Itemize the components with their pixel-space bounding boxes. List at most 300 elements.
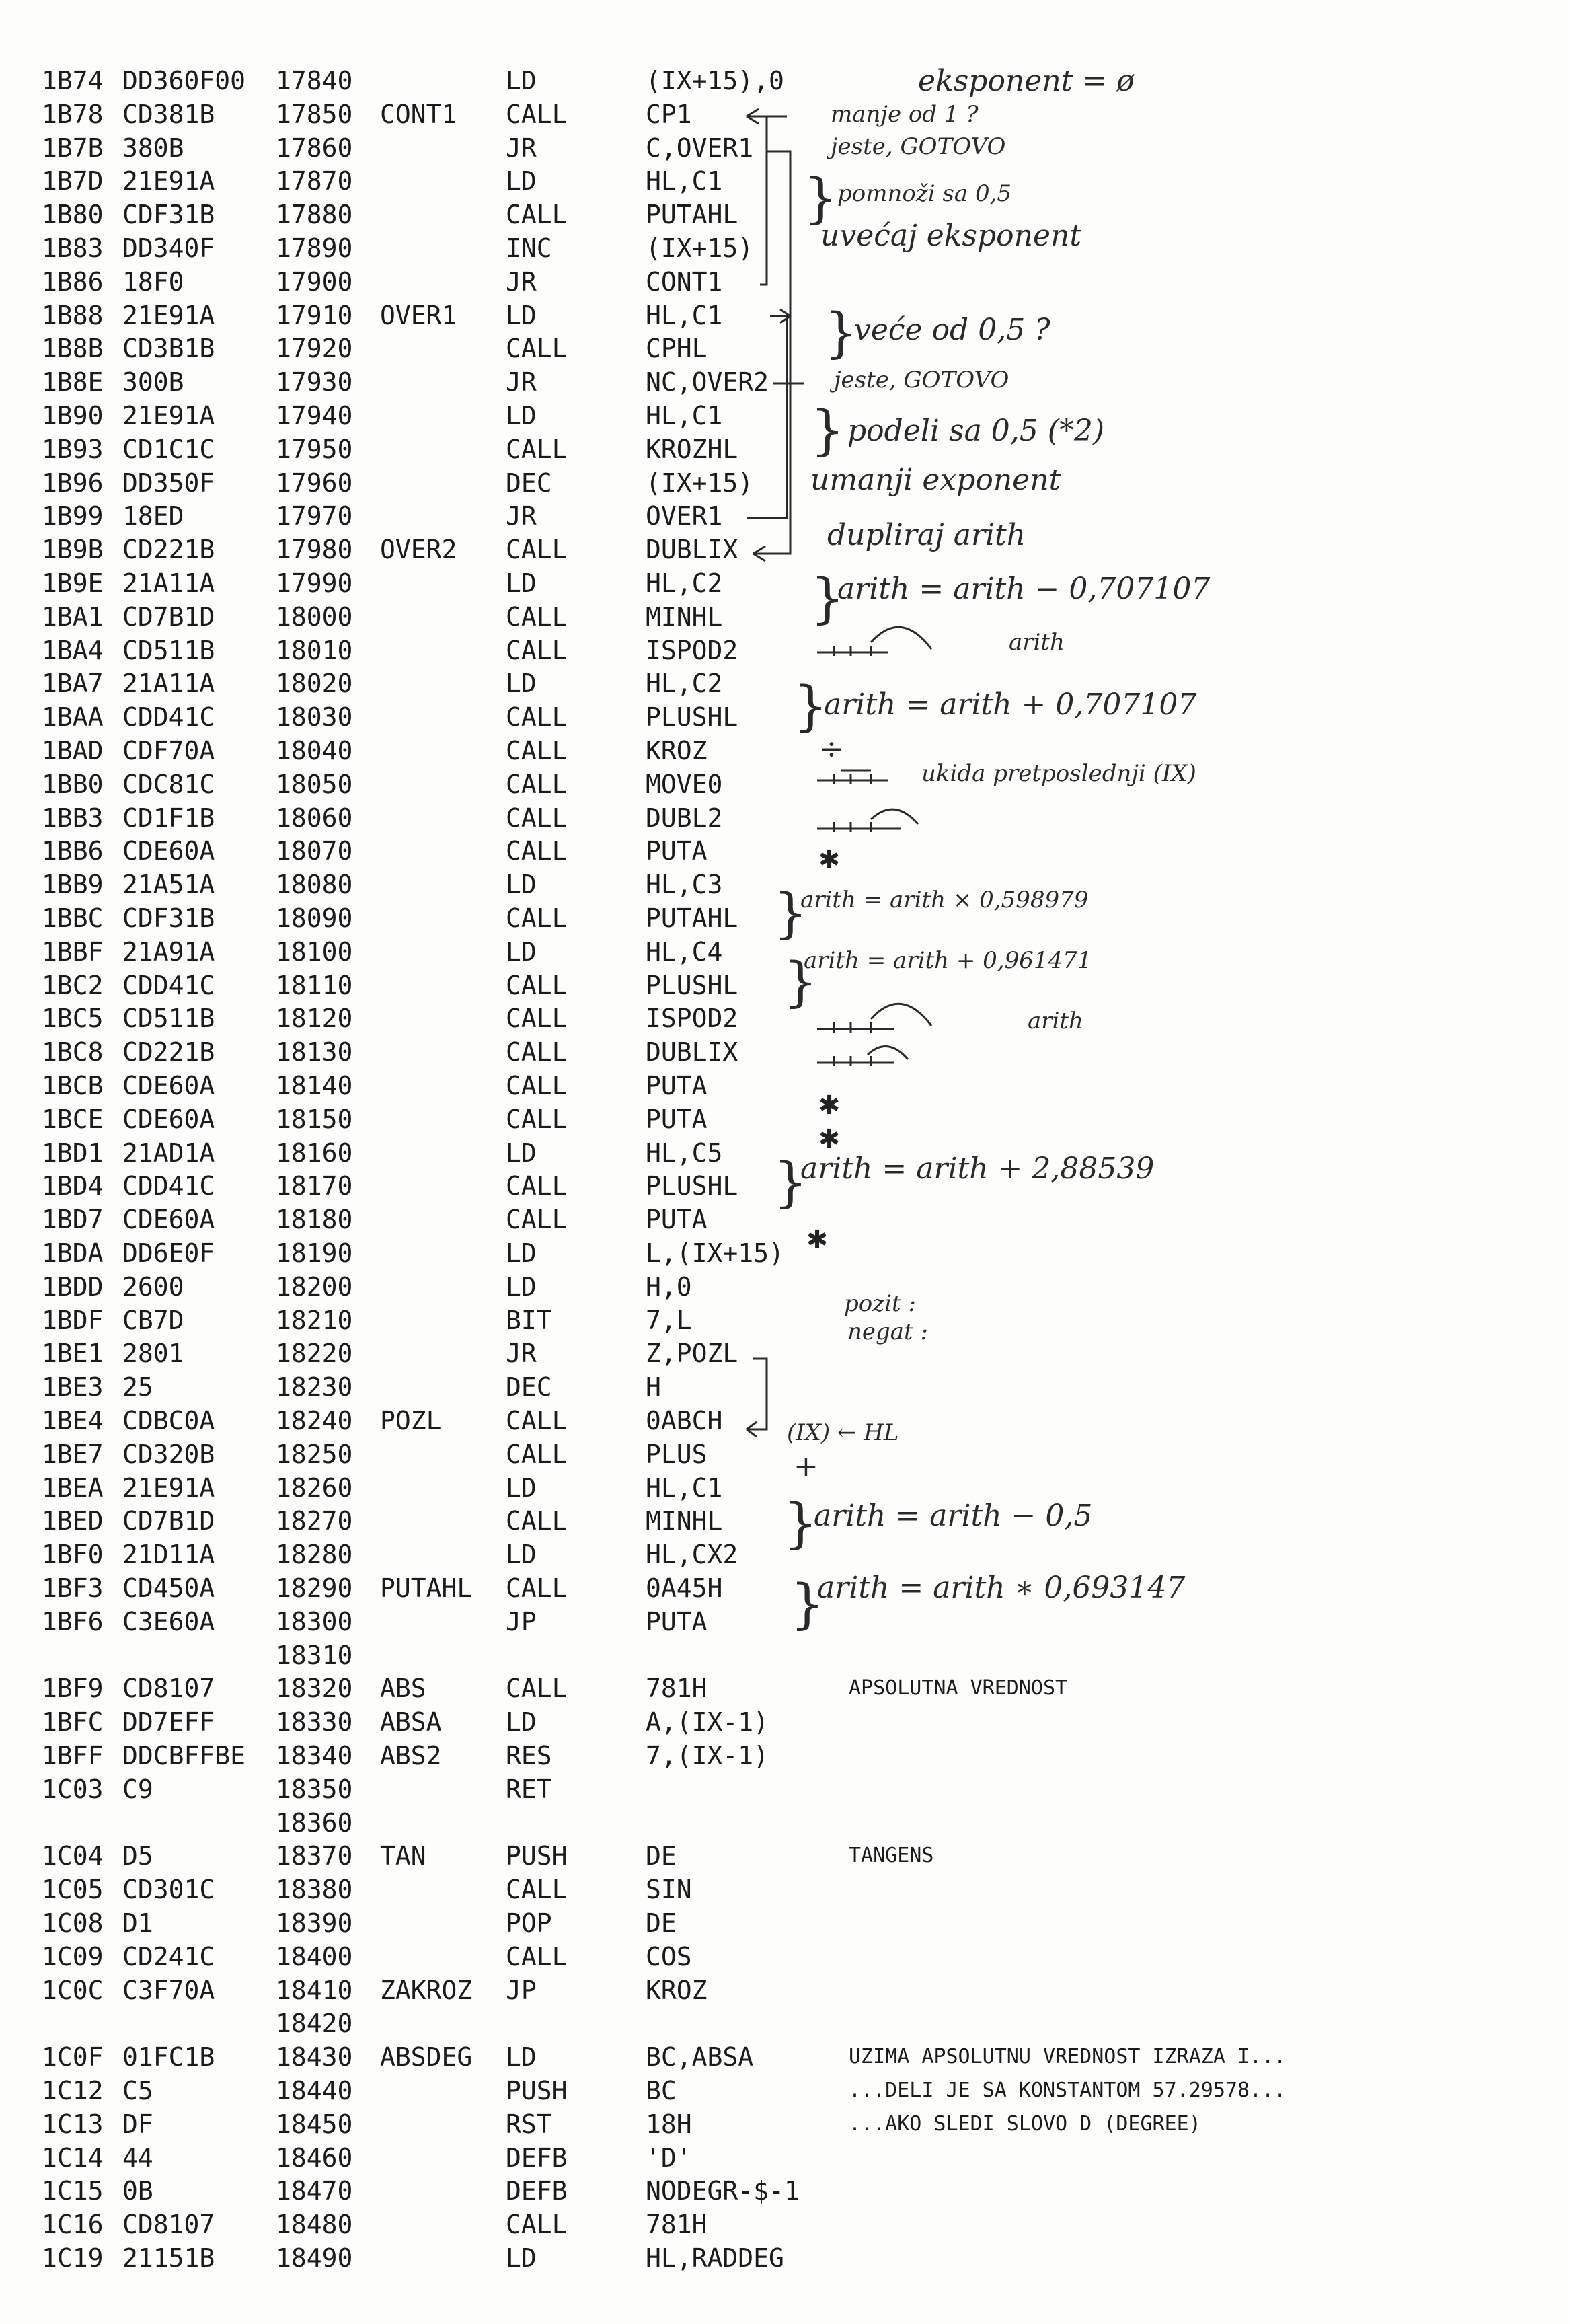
listing-hex: CDE60A [122,836,215,866]
listing-op: CALL [506,1406,568,1435]
listing-op: LD [506,669,537,699]
brace-10: } [790,1573,825,1635]
listing-addr: 1BB3 [42,802,104,833]
listing-row [0,98,1569,131]
listing-line: 18070 [276,836,353,866]
listing-line: 18250 [276,1439,353,1469]
listing-hex: 21A91A [122,936,215,967]
listing-arg: 7,L [646,1305,692,1335]
listing-op: CALL [506,1674,568,1704]
listing-line: 18230 [276,1372,353,1402]
brace-2: } [824,301,858,364]
listing-line: 18200 [276,1271,353,1302]
listing-addr: 1B99 [42,501,104,531]
listing-hex: CD3B1B [122,334,215,364]
listing-cmt: APSOLUTNA VREDNOST [849,1676,1068,1700]
note-plus-c5: arith = arith + 2,88539 [800,1152,1155,1186]
listing-addr: 1B80 [42,200,104,230]
listing-line: 17840 [276,66,353,96]
listing-addr: 1B9B [42,535,104,565]
listing-addr: 1BE3 [42,1372,104,1402]
listing-label: ZAKROZ [380,1975,473,2005]
listing-row [0,1772,1569,1806]
listing-arg: HL,C1 [646,166,723,196]
listing-arg: CONT1 [646,266,723,297]
listing-arg: HL,CX2 [646,1540,738,1570]
listing-addr: 1B88 [42,300,104,330]
listing-op: RES [506,1741,552,1770]
brace-9: } [783,1492,818,1554]
listing-arg: 7,(IX-1) [646,1741,769,1770]
listing-op: CALL [506,702,568,733]
listing-op: DEFB [506,2142,568,2173]
listing-op: LD [506,1540,537,1570]
listing-row [0,1940,1569,1974]
listing-op: CALL [506,1205,568,1235]
note-yes-done-1: jeste, GOTOVO [831,133,1006,160]
listing-row [0,1370,1569,1404]
brace-6: } [773,882,808,944]
listing-hex: C9 [122,1774,153,1804]
listing-addr: 1C0C [42,1975,104,2005]
star-3: ✱ [819,1117,840,1156]
listing-hex: CDE60A [122,1104,215,1134]
listing-op: CALL [506,1941,568,1972]
listing-arg: H,0 [646,1271,692,1302]
listing-op: CALL [506,1037,568,1067]
listing-hex: CD450A [122,1573,215,1603]
listing-addr: 1BA1 [42,601,104,632]
listing-label: OVER1 [380,300,457,330]
listing-line: 17870 [276,166,353,196]
listing-hex: CD8107 [122,2210,215,2240]
listing-op: LD [506,1137,537,1168]
listing-addr: 1BBC [42,903,104,933]
listing-line: 18130 [276,1037,353,1067]
listing-label: CONT1 [380,99,457,129]
brace-1: } [804,167,838,229]
listing-addr: 1BAA [42,702,104,733]
listing-arg: ISPOD2 [646,1004,738,1034]
listing-hex: CD320B [122,1439,215,1469]
listing-op: DEC [506,467,552,498]
listing-op: CALL [506,903,568,933]
listing-line: 18320 [276,1674,353,1704]
listing-addr: 1C16 [42,2210,104,2240]
listing-addr: 1B78 [42,99,104,129]
listing-row [0,265,1569,299]
listing-arg: PUTA [646,1606,707,1637]
listing-addr: 1B83 [42,233,104,263]
listing-addr: 1B90 [42,401,104,430]
listing-addr: 1B9E [42,568,104,598]
listing-arg: SIN [646,1875,692,1905]
listing-addr: 1B86 [42,266,104,297]
listing-row [0,2074,1569,2107]
listing-hex: 21E91A [122,300,215,330]
listing-op: LD [506,2042,537,2072]
listing-line: 18340 [276,1741,353,1770]
listing-op: CALL [506,802,568,833]
listing-op: LD [506,568,537,598]
listing-row [0,566,1569,600]
listing-hex: C5 [122,2076,153,2105]
listing-hex: CD1F1B [122,802,215,833]
listing-addr: 1BCE [42,1104,104,1134]
note-times-cx2: arith = arith ∗ 0,693147 [817,1571,1186,1605]
listing-hex: CD241C [122,1941,215,1972]
listing-line: 18160 [276,1137,353,1168]
listing-line: 17910 [276,300,353,330]
listing-op: CALL [506,769,568,799]
listing-line: 17990 [276,568,353,598]
listing-addr: 1C19 [42,2243,104,2273]
listing-row [0,499,1569,533]
listing-row [0,1873,1569,1906]
listing-hex: CDF31B [122,903,215,933]
listing-row [0,164,1569,198]
listing-line: 18220 [276,1339,353,1369]
listing-arg: MOVE0 [646,769,723,799]
listing-hex: CDD41C [122,970,215,1000]
listing-line: 18100 [276,936,353,967]
note-arith-2: arith [1028,1008,1083,1035]
listing-op: LD [506,1707,537,1737]
listing-line: 17860 [276,133,353,163]
listing-op: CALL [506,1875,568,1905]
brace-8: } [773,1151,808,1213]
listing-arg: PUTA [646,836,707,866]
note-increment-exponent: uvećaj eksponent [820,219,1082,253]
listing-arg: HL,C2 [646,669,723,699]
listing-arg: (IX+15),0 [646,66,784,96]
listing-addr: 1B7D [42,166,104,196]
listing-addr: 1BFF [42,1741,104,1770]
listing-addr: 1BA4 [42,635,104,665]
listing-addr: 1BB9 [42,870,104,900]
listing-addr: 1BDF [42,1305,104,1335]
listing-row [0,1672,1569,1705]
listing-arg: CP1 [646,99,692,129]
listing-hex: DD340F [122,233,215,263]
listing-arg: Z,POZL [646,1339,738,1369]
listing-row [0,2241,1569,2275]
listing-line: 17930 [276,367,353,398]
listing-label: POZL [380,1406,442,1435]
listing-line: 18020 [276,669,353,699]
listing-op: CALL [506,601,568,632]
listing-line: 18170 [276,1171,353,1201]
listing-arg: 781H [646,1674,707,1704]
listing-op: JR [506,266,537,297]
listing-row [0,131,1569,165]
listing-row [0,466,1569,500]
listing-addr: 1BE4 [42,1406,104,1435]
listing-addr: 1C05 [42,1875,104,1905]
note-decrement-exponent: umanji exponent [810,463,1061,497]
listing-arg: DE [646,1908,677,1938]
listing-arg: HL,C2 [646,568,723,598]
listing-label: OVER2 [380,535,457,565]
listing-addr: 1B96 [42,467,104,498]
listing-arg: HL,C1 [646,1472,723,1503]
listing-op: DEFB [506,2176,568,2206]
listing-cmt: ...AKO SLEDI SLOVO D (DEGREE) [849,2111,1201,2136]
listing-row [0,1806,1569,1840]
listing-hex: 25 [122,1372,153,1402]
listing-arg: 'D' [646,2142,692,2173]
listing-line: 18280 [276,1540,353,1570]
listing-line: 18490 [276,2243,353,2273]
listing-label: PUTAHL [380,1573,473,1603]
listing-arg: MINHL [646,1506,723,1536]
listing-arg: PUTAHL [646,903,738,933]
listing-hex: DD350F [122,467,215,498]
listing-arg: PLUSHL [646,1171,738,1201]
listing-cmt: ...DELI JE SA KONSTANTOM 57.29578... [849,2078,1287,2102]
listing-line: 18110 [276,970,353,1000]
listing-op: CALL [506,334,568,364]
listing-hex: CDD41C [122,1171,215,1201]
listing-addr: 1BC8 [42,1037,104,1067]
listing-row [0,2107,1569,2141]
note-less-than-one: manje od 1 ? [831,101,979,128]
listing-line: 18390 [276,1908,353,1938]
listing-arg: L,(IX+15) [646,1238,784,1268]
listing-row [0,1839,1569,1873]
brace-5: } [794,675,828,737]
listing-addr: 1B7B [42,133,104,163]
listing-addr: 1BF3 [42,1573,104,1603]
listing-line: 18370 [276,1841,353,1871]
listing-addr: 1BE1 [42,1339,104,1369]
listing-line: 18030 [276,702,353,733]
note-yes-done-2: jeste, GOTOVO [834,367,1009,393]
listing-hex: 21151B [122,2243,215,2273]
star-1: ✱ [819,837,840,876]
listing-arg: 18H [646,2109,692,2139]
listing-arg: (IX+15) [646,467,754,498]
listing-row [0,1304,1569,1337]
listing-label: ABS2 [380,1741,442,1770]
listing-arg: DUBLIX [646,1037,738,1067]
listing-hex: 18ED [122,501,184,531]
listing-addr: 1C0F [42,2042,104,2072]
note-positive: pozit : [844,1290,916,1317]
listing-arg: HL,RADDEG [646,2243,784,2273]
listing-hex: CDD41C [122,702,215,733]
listing-line: 17960 [276,467,353,498]
listing-line: 18190 [276,1238,353,1268]
listing-addr: 1B8B [42,334,104,364]
listing-line: 18120 [276,1004,353,1034]
listing-arg: HL,C1 [646,401,723,430]
listing-row [0,1102,1569,1136]
listing-row [0,1705,1569,1739]
listing-line: 18000 [276,601,353,632]
listing-row [0,2040,1569,2074]
listing-hex: CD8107 [122,1674,215,1704]
listing-addr: 1BDA [42,1238,104,1268]
listing-hex: CD381B [122,99,215,129]
brace-4: } [810,567,845,630]
listing-row [0,734,1569,767]
listing-hex: 18F0 [122,266,184,297]
listing-op: BIT [506,1305,552,1335]
listing-op: JP [506,1975,537,2005]
listing-op: JR [506,367,537,398]
note-duplicate-arith: dupliraj arith [827,518,1026,552]
listing-arg: HL,C4 [646,936,723,967]
listing-op: CALL [506,635,568,665]
listing-op: CALL [506,836,568,866]
listing-hex: CD1C1C [122,434,215,464]
listing-arg: HL,C1 [646,300,723,330]
listing-label: TAN [380,1841,426,1871]
listing-hex: D5 [122,1841,153,1871]
listing-row [0,399,1569,433]
listing-arg: A,(IX-1) [646,1707,769,1737]
star-4: ✱ [807,1217,828,1257]
listing-line: 18150 [276,1104,353,1134]
listing-op: INC [506,233,552,263]
listing-hex: 0B [122,2176,153,2206]
listing-addr: 1BD4 [42,1171,104,1201]
listing-row [0,231,1569,265]
listing-arg: C,OVER1 [646,133,754,163]
listing-arg: BC [646,2076,677,2105]
listing-arg: NC,OVER2 [646,367,769,398]
listing-row [0,2208,1569,2241]
listing-row [0,1605,1569,1639]
note-exponent-zero: eksponent = ø [918,64,1135,98]
brace-7: } [783,950,818,1013]
listing-addr: 1BBF [42,936,104,967]
listing-addr: 1BF9 [42,1674,104,1704]
listing-op: JR [506,501,537,531]
listing-op: RST [506,2109,552,2139]
listing-arg: PUTA [646,1104,707,1134]
listing-line: 17890 [276,233,353,263]
listing-op: CALL [506,970,568,1000]
listing-line: 17950 [276,434,353,464]
listing-addr: 1BA7 [42,669,104,699]
listing-op: LD [506,1271,537,1302]
note-remove-penultimate: ukida pretposlednji (IX) [921,760,1196,787]
listing-hex: 21AD1A [122,1137,215,1168]
listing-label: ABS [380,1674,426,1704]
listing-op: CALL [506,200,568,230]
listing-row [0,198,1569,231]
listing-hex: 380B [122,133,184,163]
listing-line: 18060 [276,802,353,833]
listing-op: CALL [506,1573,568,1603]
note-ix-hl: (IX) ← HL [787,1419,899,1446]
listing-hex: DD6E0F [122,1238,215,1268]
listing-row [0,1906,1569,1940]
listing-line: 17920 [276,334,353,364]
listing-addr: 1C04 [42,1841,104,1871]
listing-addr: 1B74 [42,66,104,96]
listing-arg: 0A45H [646,1573,723,1603]
note-multiply-half: pomnoži sa 0,5 [837,180,1012,207]
listing-line: 18290 [276,1573,353,1603]
listing-op: CALL [506,1104,568,1134]
listing-line: 18090 [276,903,353,933]
listing-arg: PUTA [646,1071,707,1100]
listing-line: 18470 [276,2176,353,2206]
listing-row [0,1639,1569,1672]
note-plus: + [794,1450,818,1484]
listing-hex: CD221B [122,535,215,565]
listing-line: 18350 [276,1774,353,1804]
listing-addr: 1BF0 [42,1540,104,1570]
listing-op: LD [506,1472,537,1503]
note-plus-c2: arith = arith + 0,707107 [824,687,1197,722]
listing-line: 18050 [276,769,353,799]
listing-op: CALL [506,1506,568,1536]
listing-op: POP [506,1908,552,1938]
listing-hex: CDE60A [122,1205,215,1235]
listing-op: CALL [506,1071,568,1100]
listing-addr: 1B8E [42,367,104,398]
listing-row [0,600,1569,634]
listing-line: 18450 [276,2109,353,2139]
listing-addr: 1C03 [42,1774,104,1804]
listing-op: LD [506,300,537,330]
listing-arg: H [646,1372,661,1402]
listing-line: 18140 [276,1071,353,1100]
listing-op: LD [506,936,537,967]
listing-op: JR [506,1339,537,1369]
listing-arg: OVER1 [646,501,723,531]
listing-row [0,1236,1569,1270]
listing-row [0,1337,1569,1370]
star-2: ✱ [819,1083,840,1122]
listing-line: 17940 [276,401,353,430]
listing-row [0,1437,1569,1471]
listing-op: LD [506,66,537,96]
listing-row [0,634,1569,667]
listing-line: 18180 [276,1205,353,1235]
listing-hex: C3F70A [122,1975,215,2005]
listing-row [0,834,1569,868]
listing-row [0,1571,1569,1605]
note-greater-than-half: veće od 0,5 ? [854,313,1050,347]
brace-3: } [810,399,845,461]
listing-row [0,767,1569,801]
listing-line: 17850 [276,99,353,129]
listing-hex: CD511B [122,1004,215,1034]
note-times-c3: arith = arith × 0,598979 [800,887,1089,913]
listing-arg: DUBL2 [646,802,723,833]
listing-op: CALL [506,1004,568,1034]
listing-hex: DDCBFFBE [122,1741,246,1770]
listing-line: 18460 [276,2142,353,2173]
listing-op: JR [506,133,537,163]
listing-hex: 21E91A [122,166,215,196]
listing-hex: 2801 [122,1339,184,1369]
listing-line: 18400 [276,1941,353,1972]
listing-line: 18480 [276,2210,353,2240]
listing-arg: 0ABCH [646,1406,723,1435]
listing-arg: PUTA [646,1205,707,1235]
listing-row [0,64,1569,98]
listing-op: CALL [506,434,568,464]
listing-hex: 44 [122,2142,153,2173]
listing-addr: 1B93 [42,434,104,464]
listing-op: RET [506,1774,552,1804]
